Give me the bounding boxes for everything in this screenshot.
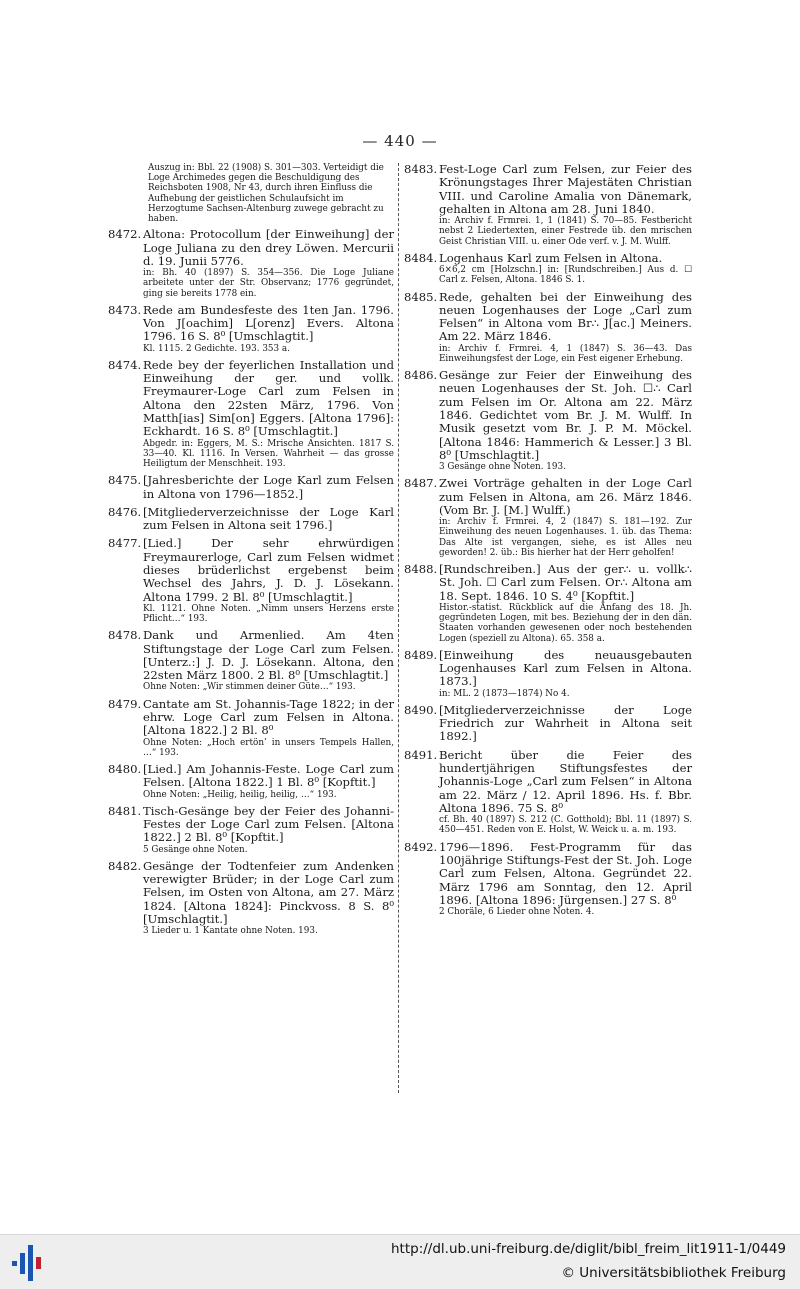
entry-note: cf. Bh. 40 (1897) S. 212 (C. Gotthold); Bbl. 11 (1897) S. 450—451. Reden von E. Holst, W. Weick u. a. m. 193. xyxy=(439,815,692,836)
catalog-entry xyxy=(404,291,692,365)
entry-title: Cantate am St. Johannis-Tage 1822; in der ehrw. Loge Carl zum Felsen in Altona. [Altona 1822.] 2 Bl. 8⁰ xyxy=(143,696,394,738)
entry-title: Fest-Loge Carl zum Felsen, zur Feier des Krönungstages Ihrer Majestäten Christian VIII. und Caroline Amalia von Dänemark, gehalten in Altona am 28. Juni 1840. xyxy=(439,162,692,216)
catalog-entry xyxy=(404,841,692,918)
catalog-entry xyxy=(404,563,692,644)
entry-note: in: Archiv f. Frmrei. 1, 1 (1841) S. 70—85. Festbericht nebst 2 Liedertexten, einer Festrede üb. den mrischen Geist Christian VIII. u. einer Ode verf. v. J. M. Wulff. xyxy=(439,216,692,247)
entry-note: 3 Gesänge ohne Noten. 193. xyxy=(439,462,566,473)
right-entry-list xyxy=(404,163,692,917)
document-url-link[interactable]: http://dl.ub.uni-freiburg.de/diglit/bibl_freim_lit1911-1/0449 xyxy=(390,1241,786,1257)
catalog-entry xyxy=(108,304,394,354)
entry-title: [Jahresberichte der Loge Karl zum Felsen in Altona von 1796—1852.] xyxy=(143,473,394,501)
entry-number: 8483. xyxy=(404,162,438,176)
catalog-entry xyxy=(404,252,692,286)
entry-note: in: ML. 2 (1873—1874) No 4. xyxy=(439,688,570,699)
entry-title: Rede bey der feyerlichen Installation und Einweihung der ger. und vollk. Freymaurer-Loge Carl zum Felsen in Altona den 22sten März, 1796. Von Matth[ias] Sim[on] Eggers. [Altona 1796]: Eckhardt. 16 S. 8⁰ [Umschlagtit.] xyxy=(143,357,394,439)
entry-note: Kl. 1115. 2 Gedichte. 193. 353 a. xyxy=(143,343,290,354)
entry-note: in: Archiv f. Frmrei. 4, 1 (1847) S. 36—43. Das Einweihungsfest der Loge, ein Fest eigener Erhebung. xyxy=(439,343,692,364)
entry-number: 8492. xyxy=(404,839,438,854)
entry-number: 8487. xyxy=(404,476,438,491)
viewer-footer xyxy=(0,1234,800,1289)
entry-title: 1796—1896. Fest-Programm für das 100jährige Stiftungs-Fest der St. Joh. Loge Carl zum Felsen, Altona. Gegründet 22. März 1796 am Sonntag, den 12. April 1896. [Altona 1896: Jürgensen.] 27 S. 8⁰ xyxy=(439,839,692,907)
copyright-text: © Universitätsbibliothek Freiburg xyxy=(561,1265,786,1281)
entry-title: Dank und Armenlied. Am 4ten Stiftungstage der Loge Carl zum Felsen. [Unterz.:] J. D. J. Lösekann. Altona, den 22sten März 1800. 2 Bl. 8⁰ [Umschlagtit.] xyxy=(143,628,394,683)
catalog-entry xyxy=(108,537,394,624)
entry-title: Logenhaus Karl zum Felsen in Altona. xyxy=(439,250,663,265)
catalog-entry xyxy=(108,474,394,501)
entry-note: 2 Choräle, 6 Lieder ohne Noten. 4. xyxy=(439,907,595,918)
entry-note: 6×6,2 cm [Holzschn.] in: [Rundschreiben.] Aus d. ☐ Carl z. Felsen, Altona. 1846 S. 1. xyxy=(439,265,692,286)
entry-number: 8485. xyxy=(404,289,438,304)
entry-number: 8474. xyxy=(108,357,142,372)
entry-number: 8480. xyxy=(108,761,142,776)
catalog-entry xyxy=(108,805,394,855)
entry-note: in: Archiv f. Frmrei. 4, 2 (1847) S. 181—192. Zur Einweihung des neuen Logenhauses. 1. üb. das Thema: Das Alte ist vergangen, siehe, es ist Alles neu geworden! 2. üb.: Bis hierher hat der Herr geholfen! xyxy=(439,517,692,558)
catalog-entry xyxy=(108,359,394,469)
left-column xyxy=(108,163,394,942)
entry-title: [Mitgliederverzeichnisse der Loge Friedrich zur Wahrheit in Altona seit 1892.] xyxy=(439,702,692,744)
catalog-entry xyxy=(404,477,692,558)
entry-number: 8477. xyxy=(108,536,142,551)
entry-title: Zwei Vorträge gehalten in der Loge Carl zum Felsen in Altona, am 26. März 1846. (Vom Br. J. [M.] Wulff.) xyxy=(439,476,692,517)
entry-note: 5 Gesänge ohne Noten. xyxy=(143,844,248,855)
left-entry-list xyxy=(108,228,394,936)
entry-title: [Lied.] Der sehr ehrwürdigen Freymaurerloge, Carl zum Felsen widmet dieses brüderlichst ergebenst beim Wechsel des Jahrs, J. D. J. Lösekann. Altona 1799. 2 Bl. 8⁰ [Umschlagtit.] xyxy=(143,536,394,604)
entry-number: 8490. xyxy=(404,702,438,717)
entry-number: 8488. xyxy=(404,562,438,577)
entry-number: 8486. xyxy=(404,368,438,383)
catalog-entry xyxy=(108,228,394,299)
entry-number: 8472. xyxy=(108,227,142,242)
entry-number: 8478. xyxy=(108,628,142,643)
entry-note: Histor.-statist. Rückblick auf die Anfang des 18. Jh. gegründeten Logen, mit bes. Beziehung der in den dän. Staaten vorhanden gewesenen oder noch bestehenden Logen (speziell zu Altona). 65. 358 a. xyxy=(439,602,692,644)
entry-number: 8481. xyxy=(108,803,142,818)
entry-note: Abgedr. in: Eggers, M. S.: Mrische Ansichten. 1817 S. 33—40. Kl. 1116. In Versen. Wahrheit — das grosse Heiligtum der Menschheit. 193. xyxy=(143,438,394,469)
catalog-entry xyxy=(108,506,394,533)
catalog-entry xyxy=(404,649,692,699)
entry-note: in: Bh. 40 (1897) S. 354—356. Die Loge Juliane arbeitete unter der Str. Observanz; 1776 gegründet, ging sie bereits 1778 ein. xyxy=(143,268,394,299)
entry-note: Kl. 1121. Ohne Noten. „Nimm unsers Herzens erste Pflicht…“ 193. xyxy=(143,603,394,625)
entry-title: [Einweihung des neuausgebauten Logenhauses Karl zum Felsen in Altona. 1873.] xyxy=(439,647,692,689)
catalog-entry xyxy=(404,704,692,744)
right-column xyxy=(404,163,692,922)
entry-number: 8484. xyxy=(404,250,438,265)
entry-title: [Mitgliederverzeichnisse der Loge Karl zum Felsen in Altona seit 1796.] xyxy=(143,504,394,533)
column-divider xyxy=(398,163,399,1093)
entry-note: Ohne Noten: „Hoch ertön’ in unsers Tempels Hallen, …“ 193. xyxy=(143,737,394,758)
catalog-entry xyxy=(108,629,394,692)
catalog-entry xyxy=(108,860,394,937)
catalog-entry xyxy=(404,749,692,836)
entry-number: 8482. xyxy=(108,858,142,873)
catalog-entry xyxy=(404,369,692,472)
entry-title: Tisch-Gesänge bey der Feier des Johanni-Festes der Loge Carl zum Felsen. [Altona 1822.] 2 Bl. 8⁰ [Kopftit.] xyxy=(143,803,394,845)
entry-title: Altona: Protocollum [der Einweihung] der Loge Juliana zu den drey Löwen. Mercurii d. 19. Junii 5776. xyxy=(143,227,394,268)
page-number-header: — 440 — xyxy=(362,132,438,150)
catalog-entry xyxy=(108,763,394,800)
entry-number: 8476. xyxy=(108,504,142,519)
entry-number: 8479. xyxy=(108,696,142,711)
catalog-entry xyxy=(108,698,394,758)
entry-title: [Rundschreiben.] Aus der ger∴ u. vollk∴ St. Joh. ☐ Carl zum Felsen. Or∴ Altona am 18. Sept. 1846. 10 S. 4⁰ [Kopftit.] xyxy=(439,562,692,603)
entry-title: Rede, gehalten bei der Einweihung des neuen Logenhauses der Loge „Carl zum Felsen“ in Altona vom Br∴ J[ac.] Meiners. Am 22. März 1846. xyxy=(439,289,692,344)
entry-number: 8473. xyxy=(108,302,142,317)
continuation-note: Auszug in: Bbl. 22 (1908) S. 301—303. Verteidigt die Loge Archimedes gegen die Beschuldigung des Reichsboten 1908, Nr 43, durch ihren Einfluss die Aufhebung der geistlichen Schulaufsicht im Herzogtume Sachsen-Altenburg zuwege gebracht zu haben. xyxy=(148,163,384,225)
entry-note: Ohne Noten: „Heilig, heilig, heilig, …“ 193. xyxy=(143,789,337,800)
ub-freiburg-logo-icon xyxy=(12,1241,42,1285)
entry-title: Gesänge zur Feier der Einweihung des neuen Logenhauses der St. Joh. ☐∴ Carl zum Felsen im Or. Altona am 22. März 1846. Gedichtet vom Br. J. M. Wulff. In Musik gesetzt vom Br. J. P. M. Möckel. [Altona 1846: Hammerich & Lesser.] 3 Bl. 8⁰ [Umschlagtit.] xyxy=(439,368,692,462)
entry-title: Rede am Bundesfeste des 1ten Jan. 1796. Von J[oachim] L[orenz] Evers. Altona 1796. 16 S. 8⁰ [Umschlagtit.] xyxy=(143,302,394,344)
catalog-entry xyxy=(404,163,692,247)
entry-note: Ohne Noten: „Wir stimmen deiner Güte…“ 193. xyxy=(143,682,356,693)
entry-title: Bericht über die Feier des hundertjährigen Stiftungsfestes der Johannis-Loge „Carl zum Felsen“ in Altona am 22. März / 12. April 1896. Hs. f. Bbr. Altona 1896. 75 S. 8⁰ xyxy=(439,747,692,815)
entry-number: 8491. xyxy=(404,747,438,762)
entry-number: 8475. xyxy=(108,473,142,488)
entry-title: Gesänge der Todtenfeier zum Andenken verewigter Brüder; in der Loge Carl zum Felsen, im Osten von Altona, am 27. März 1824. [Altona 1824]: Pinckvoss. 8 S. 8⁰ [Umschlagtit.] xyxy=(143,858,394,927)
entry-number: 8489. xyxy=(404,647,438,662)
entry-title: [Lied.] Am Johannis-Feste. Loge Carl zum Felsen. [Altona 1822.] 1 Bl. 8⁰ [Kopftit.] xyxy=(143,761,394,790)
entry-note: 3 Lieder u. 1 Kantate ohne Noten. 193. xyxy=(143,926,318,937)
